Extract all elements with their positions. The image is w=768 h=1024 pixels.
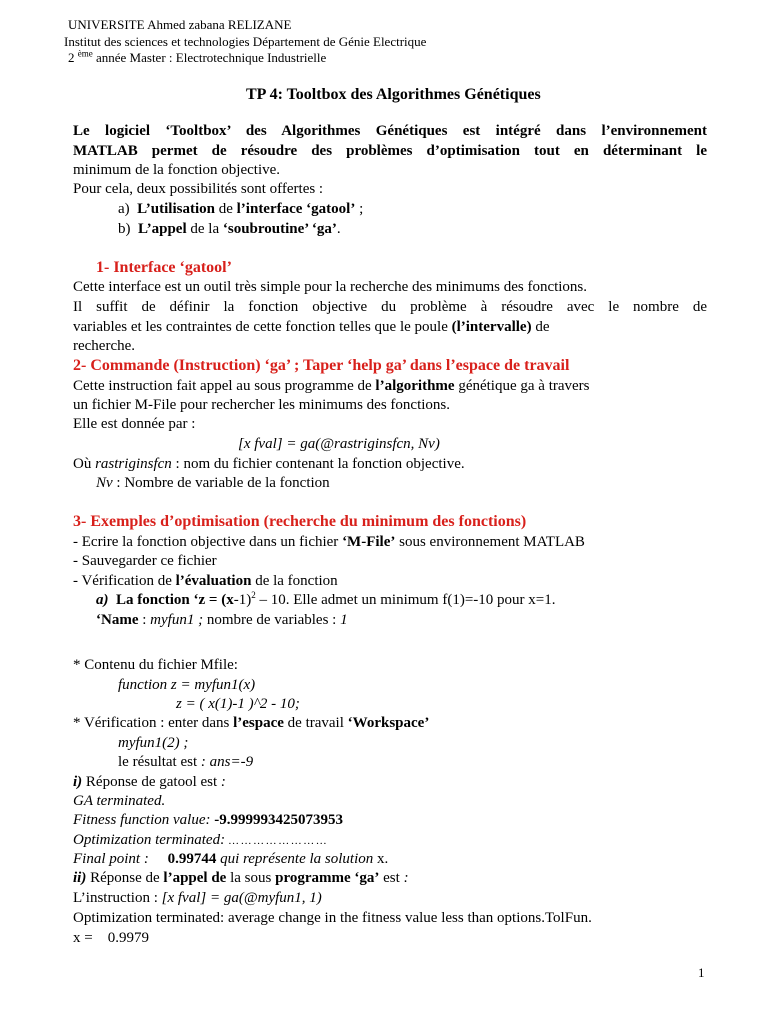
s3-output-1: Optimization terminated: average change in the fitness value less than options.TolFun.	[73, 910, 592, 926]
s1-line-2: Il suffit de définir la fonction objective du problème à résoudre avec le nombre de	[73, 299, 707, 315]
page-title: TP 4: Tooltbox des Algorithmes Génétiques	[246, 86, 541, 103]
s2-line-6: Nv : Nombre de variable de la fonction	[96, 475, 330, 491]
s3-example-a: a) La fonction ‘$z = (x-1)^2 - 10$. Elle admet un minimum f(1)=-10 pour x=1.	[96, 590, 556, 608]
s3-line-2: - Sauvegarder ce fichier	[73, 553, 217, 569]
page-number: 1	[698, 965, 705, 980]
intro-line-1: Le logiciel ‘Tooltbox’ des Algorithmes Génétiques est intégré dans l’environnement	[73, 123, 707, 139]
s2-line-3: Elle est donnée par :	[73, 416, 196, 432]
header-university: UNIVERSITE Ahmed zabana RELIZANE	[68, 17, 292, 32]
section-1-title: 1- Interface ‘gatool’	[96, 259, 232, 276]
s2-line-2: un fichier M-File pour rechercher les minimums des fonctions.	[73, 397, 450, 413]
s2-line-1: Cette instruction fait appel au sous programme de l’algorithme génétique ga à travers	[73, 378, 590, 394]
s3-call: myfun1(2) ;	[118, 735, 189, 751]
section-2-title: 2- Commande (Instruction) ‘ga’ ; Taper ‘help ga’ dans l’espace de travail	[73, 357, 570, 374]
s2-line-5: Où rastriginsfcn : nom du fichier contenant la fonction objective.	[73, 456, 465, 472]
intro-line-4: Pour cela, deux possibilités sont offertes :	[73, 181, 324, 197]
s3-line-3: - Vérification de l’évaluation de la fonction	[73, 573, 338, 589]
s1-line-1: Cette interface est un outil très simple pour la recherche des minimums des fonctions.	[73, 279, 588, 295]
s1-line-4: recherche.	[73, 338, 136, 354]
intro-option-b: b) L’appel de la ‘soubroutine’ ‘ga’.	[118, 221, 341, 237]
s3-output-2: x = 0.9979	[73, 930, 149, 946]
s2-formula: [x fval] = ga(@rastriginsfcn, Nv)	[238, 436, 440, 452]
s3-fitness-value: Fitness function value: -9.999993425073953	[73, 812, 343, 828]
s3-final-point: Final point : 0.99744 qui représente la solution x.	[73, 851, 389, 867]
s3-opt-terminated: Optimization terminated: … … … … … … … …	[73, 832, 327, 848]
intro-option-a: a) L’utilisation de l’interface ‘gatool’ ;	[118, 201, 364, 217]
s3-ga-response: ii) Réponse de l’appel de la sous programme ‘ga’ est :	[73, 870, 409, 886]
section-3-title: 3- Exemples d’optimisation (recherche du minimum des fonctions)	[73, 513, 527, 530]
s3-gatool-response: i) Réponse de gatool est :	[73, 774, 226, 790]
s3-code-line-2: z = ( x(1)-1 )^2 - 10;	[176, 696, 300, 712]
s3-name-line: ‘Name : myfun1 ; nombre de variables : 1	[96, 612, 348, 628]
s3-ga-terminated: GA terminated.	[73, 793, 166, 809]
header-institute: Institut des sciences et technologies Département de Génie Electrique	[64, 34, 427, 49]
intro-line-2: MATLAB permet de résoudre des problèmes d’optimisation tout en déterminant le	[73, 143, 707, 159]
s3-result: le résultat est : ans=-9	[118, 754, 254, 770]
s3-content-title: * Contenu du fichier Mfile:	[73, 657, 238, 673]
s1-line-3: variables et les contraintes de cette fonction telles que le poule (l’intervalle) de	[73, 319, 550, 335]
s3-code-line-1: function z = myfun1(x)	[118, 677, 256, 693]
intro-line-3: minimum de la fonction objective.	[73, 162, 281, 178]
s3-verification: * Vérification : enter dans l’espace de travail ‘Workspace’	[73, 715, 430, 731]
header-year: 2 $^{ème}$ année Master : Electrotechnique Industrielle	[68, 48, 327, 65]
s3-instruction: L’instruction : [x fval] = ga(@myfun1, 1)	[73, 890, 322, 906]
s3-line-1: - Ecrire la fonction objective dans un fichier ‘M-File’ sous environnement MATLAB	[73, 534, 585, 550]
